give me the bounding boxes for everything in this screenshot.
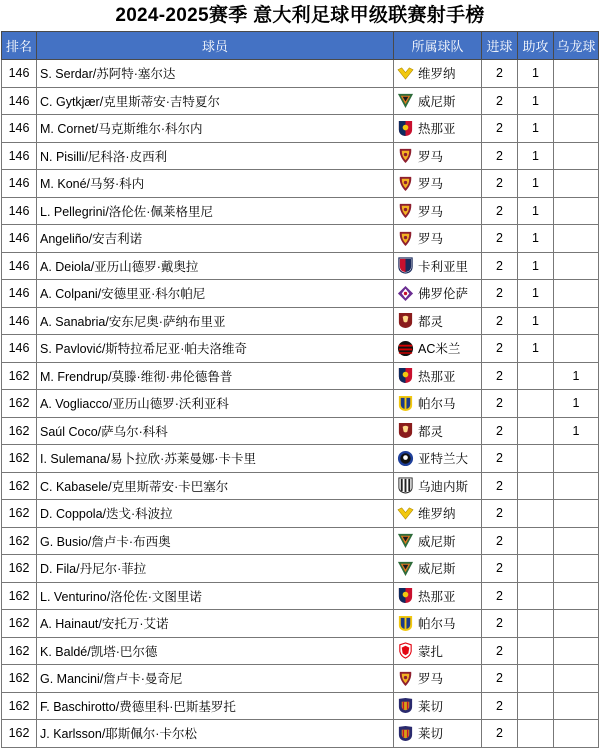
assists-cell: 1 xyxy=(518,60,554,88)
team-cell xyxy=(394,307,482,335)
own-goals-cell xyxy=(554,582,599,610)
roma-logo-icon xyxy=(397,230,414,247)
table-row xyxy=(2,362,599,390)
table-row xyxy=(2,472,599,500)
own-goals-cell xyxy=(554,692,599,720)
rank-cell: 146 xyxy=(2,60,37,88)
team-cell xyxy=(394,60,482,88)
table-row xyxy=(2,445,599,473)
player-cell: M. Koné/马努·科内 xyxy=(37,170,394,198)
genoa-logo-icon xyxy=(397,367,414,384)
assists-cell xyxy=(518,362,554,390)
team-cell xyxy=(394,362,482,390)
team-cell xyxy=(394,692,482,720)
rank-cell: 146 xyxy=(2,87,37,115)
own-goals-cell: 1 xyxy=(554,362,599,390)
own-goals-cell xyxy=(554,307,599,335)
verona-logo-icon xyxy=(397,505,414,522)
assists-cell: 1 xyxy=(518,280,554,308)
team-name: 帕尔马 xyxy=(418,617,456,632)
torino-logo-icon xyxy=(397,312,414,329)
verona-logo-icon xyxy=(397,65,414,82)
team-name: 维罗纳 xyxy=(418,507,456,522)
goals-cell: 2 xyxy=(482,500,518,528)
rank-cell: 162 xyxy=(2,417,37,445)
player-cell: D. Fila/丹尼尔·菲拉 xyxy=(37,555,394,583)
player-cell: J. Karlsson/耶斯佩尔·卡尔松 xyxy=(37,720,394,748)
rank-cell: 146 xyxy=(2,170,37,198)
table-header-row xyxy=(2,32,599,60)
venezia-logo-icon xyxy=(397,560,414,577)
table-row xyxy=(2,60,599,88)
team-cell xyxy=(394,582,482,610)
goals-cell: 2 xyxy=(482,115,518,143)
own-goals-cell xyxy=(554,115,599,143)
team-name: 罗马 xyxy=(418,204,444,219)
player-cell: M. Frendrup/莫滕·维彻·弗伦德鲁普 xyxy=(37,362,394,390)
rank-cell: 162 xyxy=(2,720,37,748)
team-name: 都灵 xyxy=(418,314,444,329)
player-cell: F. Baschirotto/费德里科·巴斯基罗托 xyxy=(37,692,394,720)
player-cell: M. Cornet/马克斯维尔·科尔内 xyxy=(37,115,394,143)
header-goals[interactable]: 进球 xyxy=(482,32,518,60)
fiorentina-logo-icon xyxy=(397,285,414,302)
team-cell xyxy=(394,445,482,473)
own-goals-cell xyxy=(554,472,599,500)
header-rank[interactable]: 排名 xyxy=(2,32,37,60)
rank-cell: 146 xyxy=(2,280,37,308)
player-cell: A. Colpani/安德里亚·科尔帕尼 xyxy=(37,280,394,308)
own-goals-cell xyxy=(554,610,599,638)
rank-cell: 162 xyxy=(2,582,37,610)
roma-logo-icon xyxy=(397,175,414,192)
player-cell: I. Sulemana/易卜拉欣·苏莱曼娜·卡卡里 xyxy=(37,445,394,473)
rank-cell: 146 xyxy=(2,197,37,225)
own-goals-cell xyxy=(554,87,599,115)
team-cell xyxy=(394,142,482,170)
player-cell: Saúl Coco/萨乌尔·科科 xyxy=(37,417,394,445)
goals-cell: 2 xyxy=(482,472,518,500)
rank-cell: 162 xyxy=(2,390,37,418)
header-player[interactable]: 球员 xyxy=(37,32,394,60)
assists-cell xyxy=(518,472,554,500)
own-goals-cell xyxy=(554,225,599,253)
team-name: 帕尔马 xyxy=(418,397,456,412)
team-name: 莱切 xyxy=(418,727,444,742)
team-cell xyxy=(394,252,482,280)
roma-logo-icon xyxy=(397,202,414,219)
assists-cell xyxy=(518,610,554,638)
team-cell xyxy=(394,390,482,418)
goals-cell: 2 xyxy=(482,555,518,583)
team-name: 威尼斯 xyxy=(418,94,456,109)
goals-cell: 2 xyxy=(482,307,518,335)
player-cell: K. Baldé/凯塔·巴尔德 xyxy=(37,637,394,665)
team-name: 维罗纳 xyxy=(418,67,456,82)
player-cell: G. Mancini/詹卢卡·曼奇尼 xyxy=(37,665,394,693)
team-cell xyxy=(394,665,482,693)
player-cell: D. Coppola/迭戈·科波拉 xyxy=(37,500,394,528)
table-row xyxy=(2,197,599,225)
own-goals-cell xyxy=(554,170,599,198)
team-cell xyxy=(394,720,482,748)
team-name: 罗马 xyxy=(418,672,444,687)
team-cell xyxy=(394,225,482,253)
rank-cell: 162 xyxy=(2,527,37,555)
player-cell: N. Pisilli/尼科洛·皮西利 xyxy=(37,142,394,170)
assists-cell xyxy=(518,555,554,583)
assists-cell: 1 xyxy=(518,335,554,363)
genoa-logo-icon xyxy=(397,120,414,137)
player-cell: L. Pellegrini/洛伦佐·佩莱格里尼 xyxy=(37,197,394,225)
team-cell xyxy=(394,527,482,555)
team-name: 威尼斯 xyxy=(418,562,456,577)
own-goals-cell xyxy=(554,445,599,473)
table-row xyxy=(2,280,599,308)
assists-cell: 1 xyxy=(518,197,554,225)
rank-cell: 162 xyxy=(2,500,37,528)
assists-cell: 1 xyxy=(518,115,554,143)
monza-logo-icon xyxy=(397,642,414,659)
own-goals-cell xyxy=(554,637,599,665)
own-goals-cell xyxy=(554,555,599,583)
goals-cell: 2 xyxy=(482,142,518,170)
own-goals-cell xyxy=(554,197,599,225)
player-cell: L. Venturino/洛伦佐·文图里诺 xyxy=(37,582,394,610)
rank-cell: 162 xyxy=(2,610,37,638)
team-name: 热那亚 xyxy=(418,589,456,604)
table-row xyxy=(2,307,599,335)
assists-cell: 1 xyxy=(518,142,554,170)
player-cell: C. Kabasele/克里斯蒂安·卡巴塞尔 xyxy=(37,472,394,500)
table-row xyxy=(2,252,599,280)
team-cell xyxy=(394,87,482,115)
assists-cell xyxy=(518,500,554,528)
team-cell xyxy=(394,335,482,363)
goals-cell: 2 xyxy=(482,527,518,555)
player-cell: G. Busio/詹卢卡·布西奥 xyxy=(37,527,394,555)
own-goals-cell: 1 xyxy=(554,390,599,418)
assists-cell: 1 xyxy=(518,225,554,253)
team-name: 都灵 xyxy=(418,424,444,439)
rank-cell: 162 xyxy=(2,472,37,500)
team-name: 罗马 xyxy=(418,149,444,164)
header-team[interactable]: 所属球队 xyxy=(394,32,482,60)
table-row xyxy=(2,390,599,418)
own-goals-cell xyxy=(554,142,599,170)
table-row xyxy=(2,527,599,555)
rank-cell: 146 xyxy=(2,252,37,280)
team-cell xyxy=(394,197,482,225)
rank-cell: 162 xyxy=(2,445,37,473)
torino-logo-icon xyxy=(397,422,414,439)
goals-cell: 2 xyxy=(482,280,518,308)
assists-cell xyxy=(518,527,554,555)
team-cell xyxy=(394,280,482,308)
team-cell xyxy=(394,472,482,500)
table-row xyxy=(2,335,599,363)
rank-cell: 146 xyxy=(2,142,37,170)
assists-cell xyxy=(518,692,554,720)
rank-cell: 162 xyxy=(2,362,37,390)
scorers-table xyxy=(1,31,599,748)
own-goals-cell xyxy=(554,252,599,280)
assists-cell xyxy=(518,417,554,445)
team-name: 卡利亚里 xyxy=(418,259,469,274)
table-row xyxy=(2,610,599,638)
table-row xyxy=(2,582,599,610)
goals-cell: 2 xyxy=(482,335,518,363)
goals-cell: 2 xyxy=(482,87,518,115)
team-name: 威尼斯 xyxy=(418,534,456,549)
rank-cell: 146 xyxy=(2,225,37,253)
rank-cell: 146 xyxy=(2,307,37,335)
team-name: 蒙扎 xyxy=(418,644,444,659)
rank-cell: 146 xyxy=(2,335,37,363)
own-goals-cell xyxy=(554,335,599,363)
goals-cell: 2 xyxy=(482,197,518,225)
goals-cell: 2 xyxy=(482,720,518,748)
own-goals-cell: 1 xyxy=(554,417,599,445)
table-row xyxy=(2,225,599,253)
udinese-logo-icon xyxy=(397,477,414,494)
own-goals-cell xyxy=(554,720,599,748)
assists-cell xyxy=(518,445,554,473)
assists-cell xyxy=(518,582,554,610)
assists-cell: 1 xyxy=(518,170,554,198)
roma-logo-icon xyxy=(397,670,414,687)
goals-cell: 2 xyxy=(482,582,518,610)
player-cell: C. Gytkjær/克里斯蒂安·吉特夏尔 xyxy=(37,87,394,115)
assists-cell: 1 xyxy=(518,307,554,335)
own-goals-cell xyxy=(554,665,599,693)
table-row xyxy=(2,720,599,748)
team-name: 乌迪内斯 xyxy=(418,479,469,494)
player-cell: A. Sanabria/安东尼奥·萨纳布里亚 xyxy=(37,307,394,335)
table-row xyxy=(2,665,599,693)
player-cell: A. Deiola/亚历山德罗·戴奥拉 xyxy=(37,252,394,280)
venezia-logo-icon xyxy=(397,92,414,109)
team-cell xyxy=(394,610,482,638)
roma-logo-icon xyxy=(397,147,414,164)
assists-cell: 1 xyxy=(518,87,554,115)
assists-cell xyxy=(518,637,554,665)
table-row xyxy=(2,692,599,720)
goals-cell: 2 xyxy=(482,225,518,253)
table-row xyxy=(2,555,599,583)
team-cell xyxy=(394,417,482,445)
header-assists[interactable]: 助攻 xyxy=(518,32,554,60)
assists-cell xyxy=(518,390,554,418)
rank-cell: 162 xyxy=(2,665,37,693)
assists-cell: 1 xyxy=(518,252,554,280)
table-row xyxy=(2,170,599,198)
goals-cell: 2 xyxy=(482,390,518,418)
goals-cell: 2 xyxy=(482,60,518,88)
table-body xyxy=(2,60,599,748)
parma-logo-icon xyxy=(397,615,414,632)
header-own-goals[interactable]: 乌龙球 xyxy=(554,32,599,60)
rank-cell: 162 xyxy=(2,555,37,583)
goals-cell: 2 xyxy=(482,252,518,280)
goals-cell: 2 xyxy=(482,692,518,720)
milan-logo-icon xyxy=(397,340,414,357)
goals-cell: 2 xyxy=(482,417,518,445)
team-name: 亚特兰大 xyxy=(418,452,469,467)
table-row xyxy=(2,637,599,665)
table-row xyxy=(2,417,599,445)
atalanta-logo-icon xyxy=(397,450,414,467)
goals-cell: 2 xyxy=(482,610,518,638)
rank-cell: 162 xyxy=(2,692,37,720)
lecce-logo-icon xyxy=(397,725,414,742)
team-cell xyxy=(394,170,482,198)
assists-cell xyxy=(518,720,554,748)
cagliari-logo-icon xyxy=(397,257,414,274)
table-row xyxy=(2,87,599,115)
player-cell: Angeliño/安吉利诺 xyxy=(37,225,394,253)
team-cell xyxy=(394,115,482,143)
player-cell: A. Vogliacco/亚历山德罗·沃利亚科 xyxy=(37,390,394,418)
goals-cell: 2 xyxy=(482,637,518,665)
player-cell: S. Serdar/苏阿特·塞尔达 xyxy=(37,60,394,88)
own-goals-cell xyxy=(554,60,599,88)
team-cell xyxy=(394,637,482,665)
parma-logo-icon xyxy=(397,395,414,412)
team-name: 热那亚 xyxy=(418,122,456,137)
team-cell xyxy=(394,555,482,583)
table-row xyxy=(2,115,599,143)
team-name: 罗马 xyxy=(418,177,444,192)
team-name: 罗马 xyxy=(418,232,444,247)
goals-cell: 2 xyxy=(482,362,518,390)
venezia-logo-icon xyxy=(397,532,414,549)
rank-cell: 162 xyxy=(2,637,37,665)
rank-cell: 146 xyxy=(2,115,37,143)
goals-cell: 2 xyxy=(482,170,518,198)
team-name: 莱切 xyxy=(418,699,444,714)
player-cell: S. Pavlović/斯特拉希尼亚·帕夫洛维奇 xyxy=(37,335,394,363)
team-name: AC米兰 xyxy=(418,342,461,357)
table-row xyxy=(2,142,599,170)
genoa-logo-icon xyxy=(397,587,414,604)
team-cell xyxy=(394,500,482,528)
table-row xyxy=(2,500,599,528)
team-name: 热那亚 xyxy=(418,369,456,384)
own-goals-cell xyxy=(554,500,599,528)
lecce-logo-icon xyxy=(397,697,414,714)
own-goals-cell xyxy=(554,527,599,555)
assists-cell xyxy=(518,665,554,693)
goals-cell: 2 xyxy=(482,445,518,473)
own-goals-cell xyxy=(554,280,599,308)
goals-cell: 2 xyxy=(482,665,518,693)
team-name: 佛罗伦萨 xyxy=(418,287,469,302)
player-cell: A. Hainaut/安托万·艾诺 xyxy=(37,610,394,638)
page-title: 2024-2025赛季 意大利足球甲级联赛射手榜 xyxy=(115,5,485,26)
